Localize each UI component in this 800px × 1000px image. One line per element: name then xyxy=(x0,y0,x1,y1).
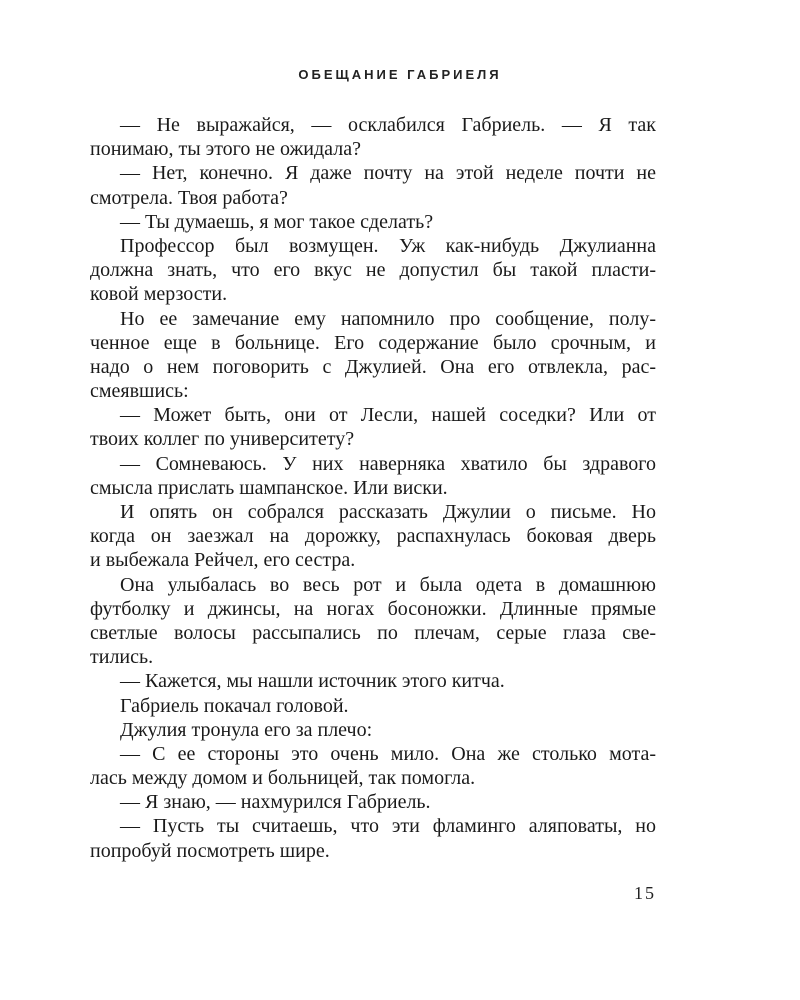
text-line: смотрела. Твоя работа? xyxy=(90,186,288,209)
text-line: — Пусть ты считаешь, что эти фламинго аляповаты, но xyxy=(120,815,656,838)
text-line: Габриель покачал головой. xyxy=(120,694,349,717)
text-line: Профессор был возмущен. Уж как-нибудь Джулианна xyxy=(120,234,656,257)
text-line: — С ее стороны это очень мило. Она же столько мота- xyxy=(120,742,656,765)
text-line: Она улыбалась во весь рот и была одета в домашнюю xyxy=(120,573,656,596)
text-line: И опять он собрался рассказать Джулии о письме. Но xyxy=(120,501,656,523)
text-line: понимаю, ты этого не ожидала? xyxy=(90,138,361,161)
text-line: светлые волосы рассыпались по плечам, серые глаза све- xyxy=(90,621,656,644)
text-line: — Я знаю, — нахмурился Габриель. xyxy=(120,791,431,814)
text-line: — Нет, конечно. Я даже почту на этой неделе почти не xyxy=(120,162,656,185)
text-line: смеявшись: xyxy=(90,380,189,403)
text-line: — Не выражайся, — осклабился Габриель. — Я так xyxy=(120,114,656,136)
running-head: ОБЕЩАНИЕ ГАБРИЕЛЯ xyxy=(298,67,502,82)
text-line: надо о нем поговорить с Джулией. Она его отвлекла, рас- xyxy=(90,355,656,378)
text-body xyxy=(90,113,656,863)
text-line: и выбежала Рейчел, его сестра. xyxy=(90,549,356,572)
text-line: ченное еще в больнице. Его содержание было срочным, и xyxy=(90,331,656,354)
text-line: лась между домом и больницей, так помогла. xyxy=(90,767,476,790)
text-line: Но ее замечание ему напомнило про сообщение, полу- xyxy=(120,307,656,330)
text-line: Джулия тронула его за плечо: xyxy=(120,718,373,741)
page-number: 15 xyxy=(634,883,656,903)
text-line: твоих коллег по университету? xyxy=(90,428,355,451)
text-line: — Ты думаешь, я мог такое сделать? xyxy=(120,210,434,233)
text-line: ковой мерзости. xyxy=(90,283,228,306)
text-line: — Сомневаюсь. У них наверняка хватило бы здравого xyxy=(120,452,656,475)
text-line: — Может быть, они от Лесли, нашей соседки? Или от xyxy=(120,404,656,427)
text-line: тились. xyxy=(90,646,154,669)
text-line: — Кажется, мы нашли источник этого китча. xyxy=(120,670,505,693)
text-line: должна знать, что его вкус не допустил бы такой пласти- xyxy=(90,259,656,282)
text-line: когда он заезжал на дорожку, распахнулась боковая дверь xyxy=(90,525,656,548)
text-line: футболку и джинсы, на ногах босоножки. Длинные прямые xyxy=(90,597,656,620)
text-line: смысла прислать шампанское. Или виски. xyxy=(90,476,448,499)
text-line: попробуй посмотреть шире. xyxy=(90,839,330,862)
